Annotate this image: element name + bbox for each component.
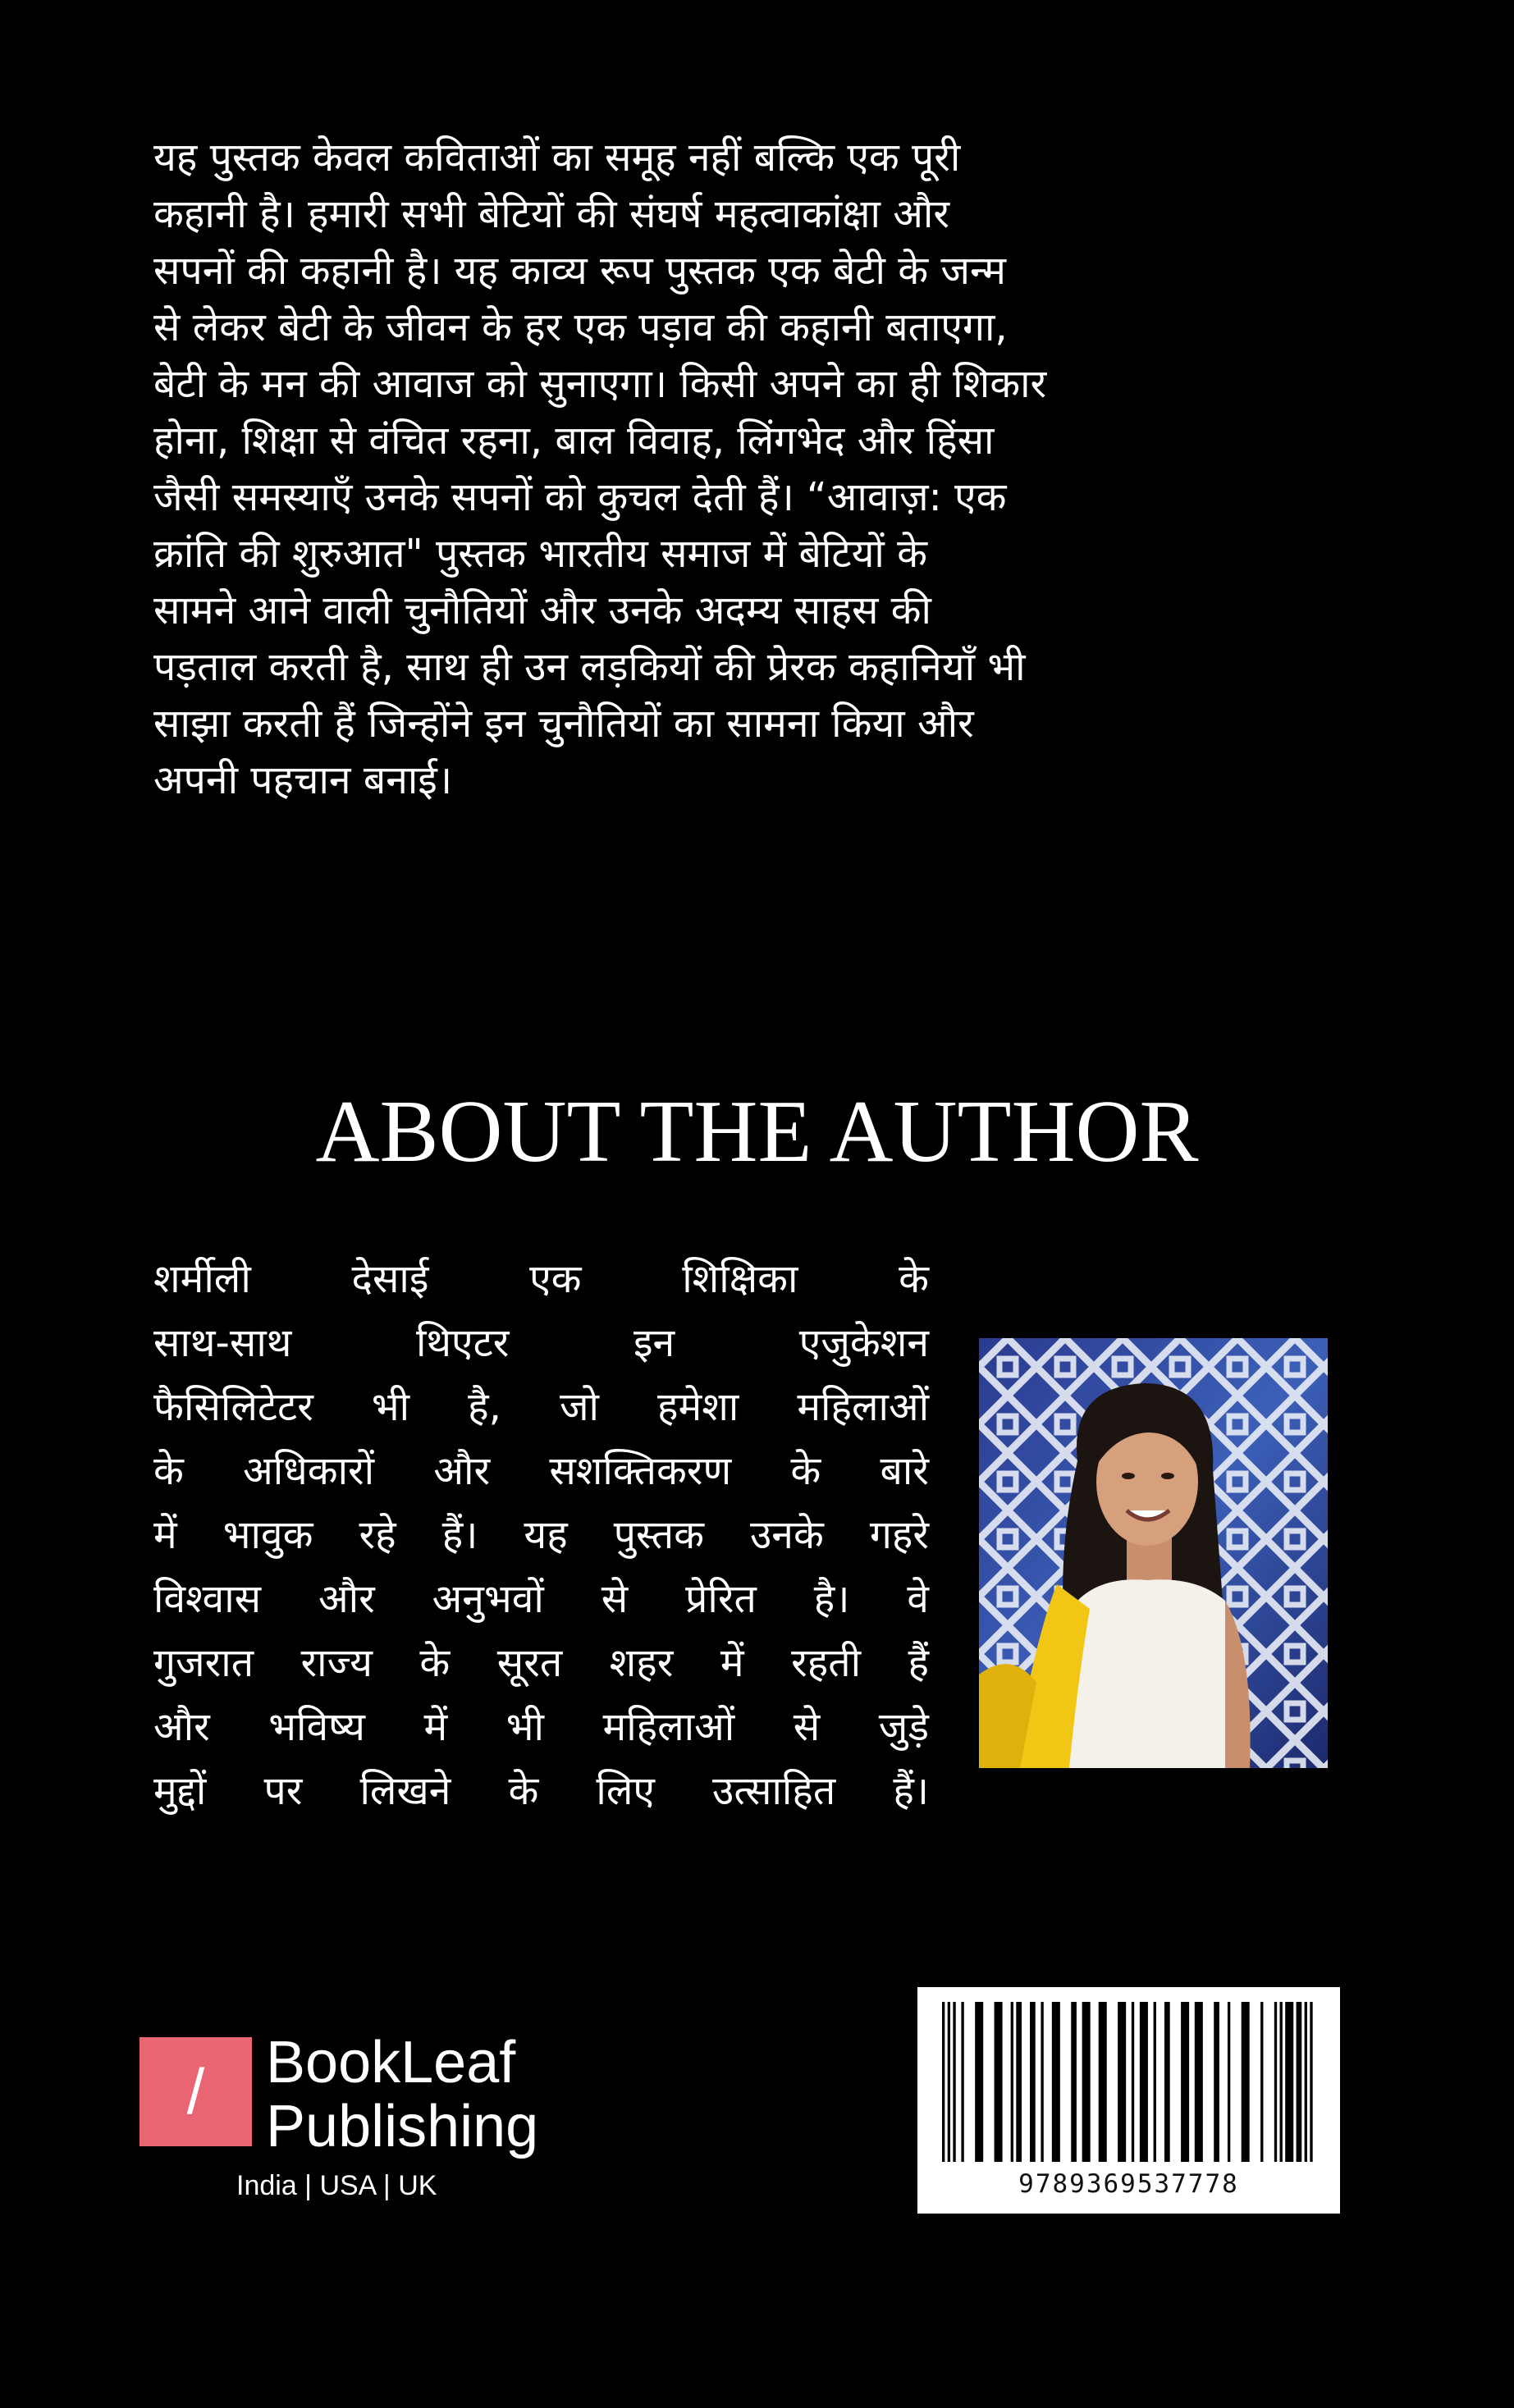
barcode-bar	[1052, 2002, 1060, 2162]
bio-line: साथ-साथ थिएटर इन एजुकेशन	[153, 1320, 929, 1366]
barcode-bar	[975, 2002, 983, 2162]
description-line: जैसी समस्याएँ उनके सपनों को कुचल देती हैं। “आवाज़: एक	[153, 474, 1007, 520]
barcode-bar	[1140, 2002, 1148, 2162]
barcode-bar	[1164, 2002, 1170, 2162]
barcode-bar	[1154, 2002, 1156, 2162]
barcode-bar	[1260, 2002, 1263, 2162]
publisher-logo-mark	[140, 2037, 252, 2146]
barcode-bar	[1181, 2002, 1189, 2162]
barcode-bar	[1016, 2002, 1022, 2162]
description-line: सपनों की कहानी है। यह काव्य रूप पुस्तक एक बेटी के जन्म	[153, 248, 1006, 294]
barcode-bar	[1132, 2002, 1134, 2162]
bio-line: विश्वास और अनुभवों से प्रेरित है। वे	[153, 1576, 929, 1622]
barcode-bar	[948, 2002, 950, 2162]
bio-line: मुद्दों पर लिखने के लिए उत्साहित हैं।	[153, 1768, 929, 1814]
barcode-bar	[1305, 2002, 1307, 2162]
barcode-bar	[995, 2002, 1003, 2162]
description-line: कहानी है। हमारी सभी बेटियों की संघर्ष महत्वाकांक्षा और	[153, 191, 949, 237]
barcode-bar	[1310, 2002, 1312, 2162]
barcode-bar	[953, 2002, 955, 2162]
slash-icon: /	[186, 2055, 205, 2127]
barcode-bar	[1118, 2002, 1126, 2162]
publisher-name-line1: BookLeaf	[266, 2030, 516, 2095]
bio-line: में भावुक रहे हैं। यह पुस्तक उनके गहरे	[153, 1512, 929, 1558]
bio-line: के अधिकारों और सशक्तिकरण के बारे	[153, 1448, 929, 1494]
barcode-bar	[1285, 2002, 1293, 2162]
barcode-bar	[1297, 2002, 1302, 2162]
description-line: सामने आने वाली चुनौतियों और उनके अदम्य साहस की	[153, 587, 931, 633]
description-line: साझा करती हैं जिन्होंने इन चुनौतियों का सामना किया और	[153, 701, 974, 747]
barcode-bar	[1195, 2002, 1203, 2162]
barcode-bar	[942, 2002, 945, 2162]
bio-line: गुजरात राज्य के सूरत शहर में रहती हैं	[153, 1640, 929, 1686]
description-line: यह पुस्तक केवल कविताओं का समूह नहीं बल्कि एक पूरी	[153, 135, 961, 180]
description-line: होना, शिक्षा से वंचित रहना, बाल विवाह, लिंगभेद और हिंसा	[153, 418, 995, 464]
barcode-bar	[1099, 2002, 1107, 2162]
description-line: क्रांति की शुरुआत" पुस्तक भारतीय समाज में बेटियों के	[153, 531, 927, 577]
barcode-bar	[1011, 2002, 1013, 2162]
bio-line: शर्मीली देसाई एक शिक्षिका के	[153, 1256, 929, 1302]
publisher-name	[266, 2031, 561, 2159]
barcode-bar	[1041, 2002, 1043, 2162]
barcode-bar	[1071, 2002, 1077, 2162]
author-photo	[979, 1338, 1328, 1768]
barcode-bar	[961, 2002, 963, 2162]
description-line: पड़ताल करती है, साथ ही उन लड़कियों की प्रेरक कहानियाँ भी	[153, 644, 1026, 690]
barcode-bar	[1082, 2002, 1091, 2162]
publisher-name-line2: Publishing	[266, 2094, 539, 2159]
author-bio	[153, 1247, 929, 1823]
description-line: बेटी के मन की आवाज को सुनाएगा। किसी अपने का ही शिकार	[153, 361, 1047, 407]
bio-line: फैसिलिटेटर भी है, जो हमेशा महिलाओं	[153, 1384, 929, 1430]
barcode-bar	[1280, 2002, 1283, 2162]
barcode-bar	[1274, 2002, 1277, 2162]
bio-line: और भविष्य में भी महिलाओं से जुड़े	[153, 1704, 929, 1750]
description-line: से लेकर बेटी के जीवन के हर एक पड़ाव की कहानी बताएगा,	[153, 304, 1008, 350]
barcode-bar	[1214, 2002, 1219, 2162]
about-author-heading: ABOUT THE AUTHOR	[315, 1083, 1199, 1181]
book-description	[153, 130, 1302, 809]
barcode-bar	[1242, 2002, 1250, 2162]
isbn-barcode	[917, 1987, 1340, 2214]
publisher-locations: India | USA | UK	[236, 2170, 437, 2201]
isbn-number: 9789369537778	[1018, 2169, 1239, 2199]
barcode-bar	[1030, 2002, 1036, 2162]
barcode-bar	[1228, 2002, 1230, 2162]
description-line: अपनी पहचान बनाई।	[153, 757, 453, 803]
